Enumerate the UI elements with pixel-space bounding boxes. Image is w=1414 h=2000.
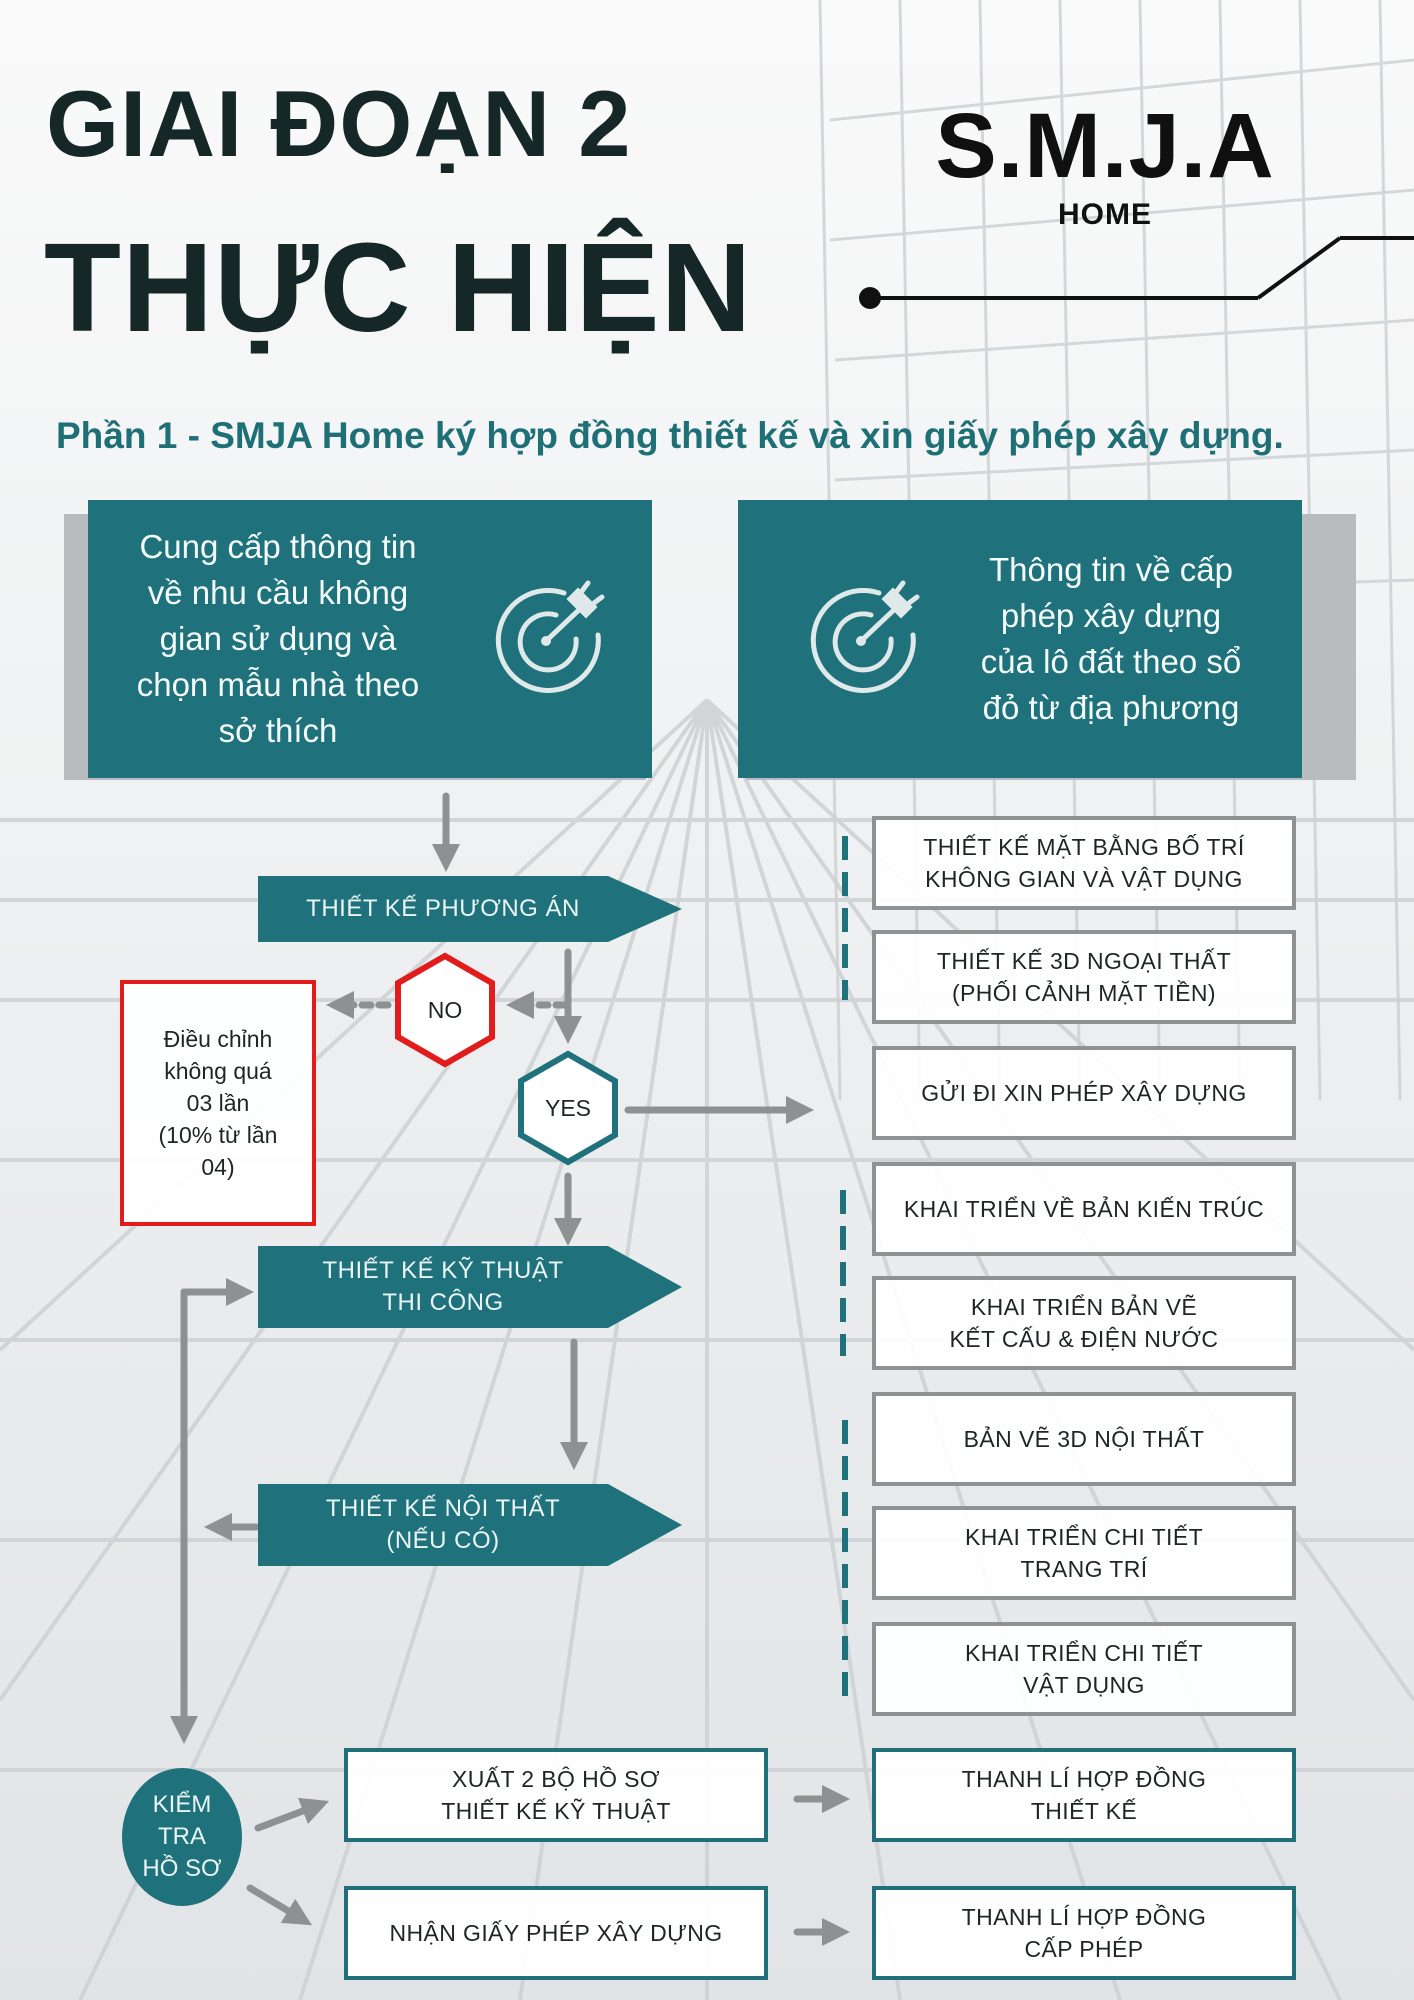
output-receive-permit: NHẬN GIẤY PHÉP XÂY DỰNG [344, 1886, 768, 1980]
output-export-dossier: XUẤT 2 BỘ HỒ SƠ THIẾT KẾ KỸ THUẬT [344, 1748, 768, 1842]
review-line: KIỂM [152, 1791, 212, 1818]
step-schematic-design [258, 876, 682, 942]
decision-yes-label: YES [544, 1094, 592, 1121]
section-subtitle: Phần 1 - SMJA Home ký hợp đồng thiết kế và xin giấy phép xây dựng. [56, 415, 1284, 456]
deliverable-exterior-3d: THIẾT KẾ 3D NGOẠI THẤT (PHỐI CẢNH MẶT TIỀN) [872, 930, 1296, 1024]
info-left-line: về nhu cầu không [147, 574, 409, 611]
info-box-permit-info [738, 500, 1302, 778]
info-right-line: đỏ từ địa phương [982, 689, 1240, 726]
target-icon [478, 569, 618, 709]
info-box-customer-needs [88, 500, 652, 778]
note-line: 04) [201, 1154, 235, 1180]
deliverable-structure-mep: KHAI TRIỂN BẢN VẼ KẾT CẤU & ĐIỆN NƯỚC [872, 1276, 1296, 1370]
note-line: Điều chỉnh [163, 1026, 273, 1052]
brand-logo [930, 95, 1280, 232]
brand-name: S.M.J.A [935, 95, 1275, 197]
adjustment-limit-note [120, 980, 316, 1226]
brand-sub: HOME [1058, 198, 1152, 231]
step-schematic-design-label: THIẾT KẾ PHƯƠNG ÁN [306, 895, 580, 922]
deliverable-architecture-drawings: KHAI TRIỂN VỀ BẢN KIẾN TRÚC [872, 1162, 1296, 1256]
note-line: (10% từ lần [158, 1122, 278, 1148]
note-line: không quá [164, 1058, 272, 1084]
deliverable-floor-plan: THIẾT KẾ MẶT BẰNG BỐ TRÍ KHÔNG GIAN VÀ VẬT DỤNG [872, 816, 1296, 910]
review-documents [122, 1768, 242, 1906]
output-permit-contract-liquidation: THANH LÍ HỢP ĐỒNG CẤP PHÉP [872, 1886, 1296, 1980]
page-title-stage: GIAI ĐOẠN 2 [46, 71, 632, 176]
info-right-line: phép xây dựng [1000, 597, 1222, 634]
step-interior-design [258, 1484, 682, 1566]
info-right-line: Thông tin về cấp [989, 551, 1233, 588]
review-line: TRA [157, 1823, 206, 1850]
deliverable-furniture-details: KHAI TRIỂN CHI TIẾT VẬT DỤNG [872, 1622, 1296, 1716]
decision-no [392, 952, 498, 1068]
output-design-contract-liquidation: THANH LÍ HỢP ĐỒNG THIẾT KẾ [872, 1748, 1296, 1842]
info-left-line: gian sử dụng và [159, 620, 397, 657]
deliverable-interior-3d: BẢN VẼ 3D NỘI THẤT [872, 1392, 1296, 1486]
deliverable-permit-submission: GỬI ĐI XIN PHÉP XÂY DỰNG [872, 1046, 1296, 1140]
review-line: HỒ SƠ [142, 1855, 222, 1882]
info-box-right-text [941, 547, 1281, 731]
note-line: 03 lần [186, 1090, 250, 1116]
target-icon [793, 569, 933, 709]
info-left-line: sở thích [218, 712, 338, 749]
info-left-line: Cung cấp thông tin [139, 528, 417, 565]
decision-yes [515, 1050, 621, 1166]
decision-no-label: NO [427, 996, 463, 1023]
deliverable-decor-details: KHAI TRIỂN CHI TIẾT TRANG TRÍ [872, 1506, 1296, 1600]
info-right-line: của lô đất theo sổ [980, 643, 1242, 680]
step-technical-design [258, 1246, 682, 1328]
page-title-phase: THỰC HIỆN [44, 217, 753, 358]
step-technical-design-label: THIẾT KẾ KỸ THUẬT THI CÔNG [322, 1257, 564, 1316]
info-box-left-text [88, 524, 468, 754]
info-left-line: chọn mẫu nhà theo [136, 666, 420, 703]
step-interior-design-label: THIẾT KẾ NỘI THẤT (NẾU CÓ) [325, 1495, 561, 1554]
